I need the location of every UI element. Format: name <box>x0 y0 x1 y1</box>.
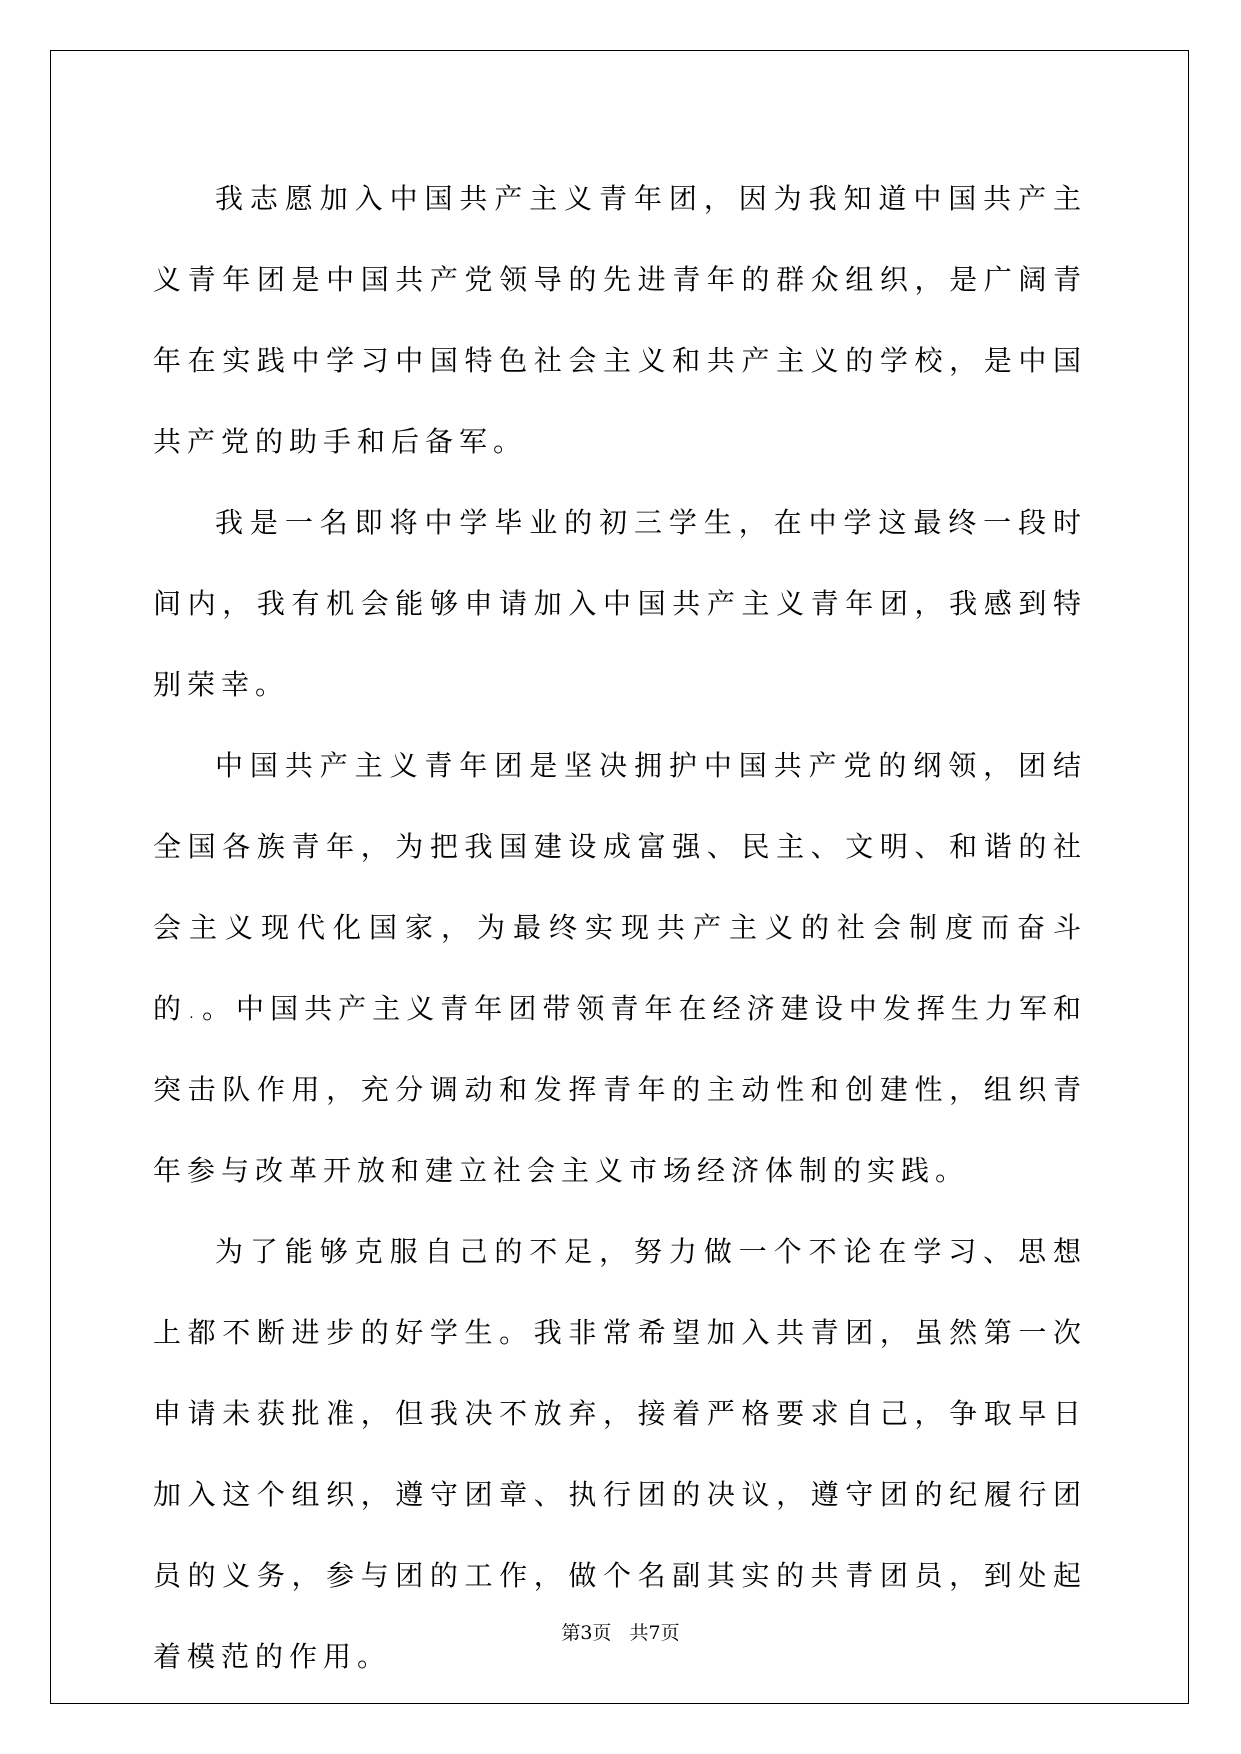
document-body <box>153 158 1087 1697</box>
paragraph: 中国共产主义青年团是坚决拥护中国共产党的纲领，团结全国各族青年，为把我国建设成富强、民主、文明、和谐的社会主义现代化国家，为最终实现共产主义的社会制度而奋斗的.。中国共产主义青年团带领青年在经济建设中发挥生力军和突击队作用，充分调动和发挥青年的主动性和创建性，组织青年参与改革开放和建立社会主义市场经济体制的实践。 <box>153 749 1087 1187</box>
paragraph: 我志愿加入中国共产主义青年团，因为我知道中国共产主义青年团是中国共产党领导的先进青年的群众组织，是广阔青年在实践中学习中国特色社会主义和共产主义的学校，是中国共产党的助手和后备军。 <box>153 182 1087 458</box>
paragraph: 为了能够克服自己的不足，努力做一个不论在学习、思想上都不断进步的好学生。我非常希望加入共青团，虽然第一次申请未获批准，但我决不放弃，接着严格要求自己，争取早日加入这个组织，遵守团章、执行团的决议，遵守团的纪履行团员的义务，参与团的工作，做个名副其实的共青团员，到处起着模范的作用。 <box>153 1235 1087 1673</box>
page-number: 第3页 共7页 <box>561 1622 680 1644</box>
paragraph: 我是一名即将中学毕业的初三学生，在中学这最终一段时间内，我有机会能够申请加入中国共产主义青年团，我感到特别荣幸。 <box>153 506 1087 701</box>
